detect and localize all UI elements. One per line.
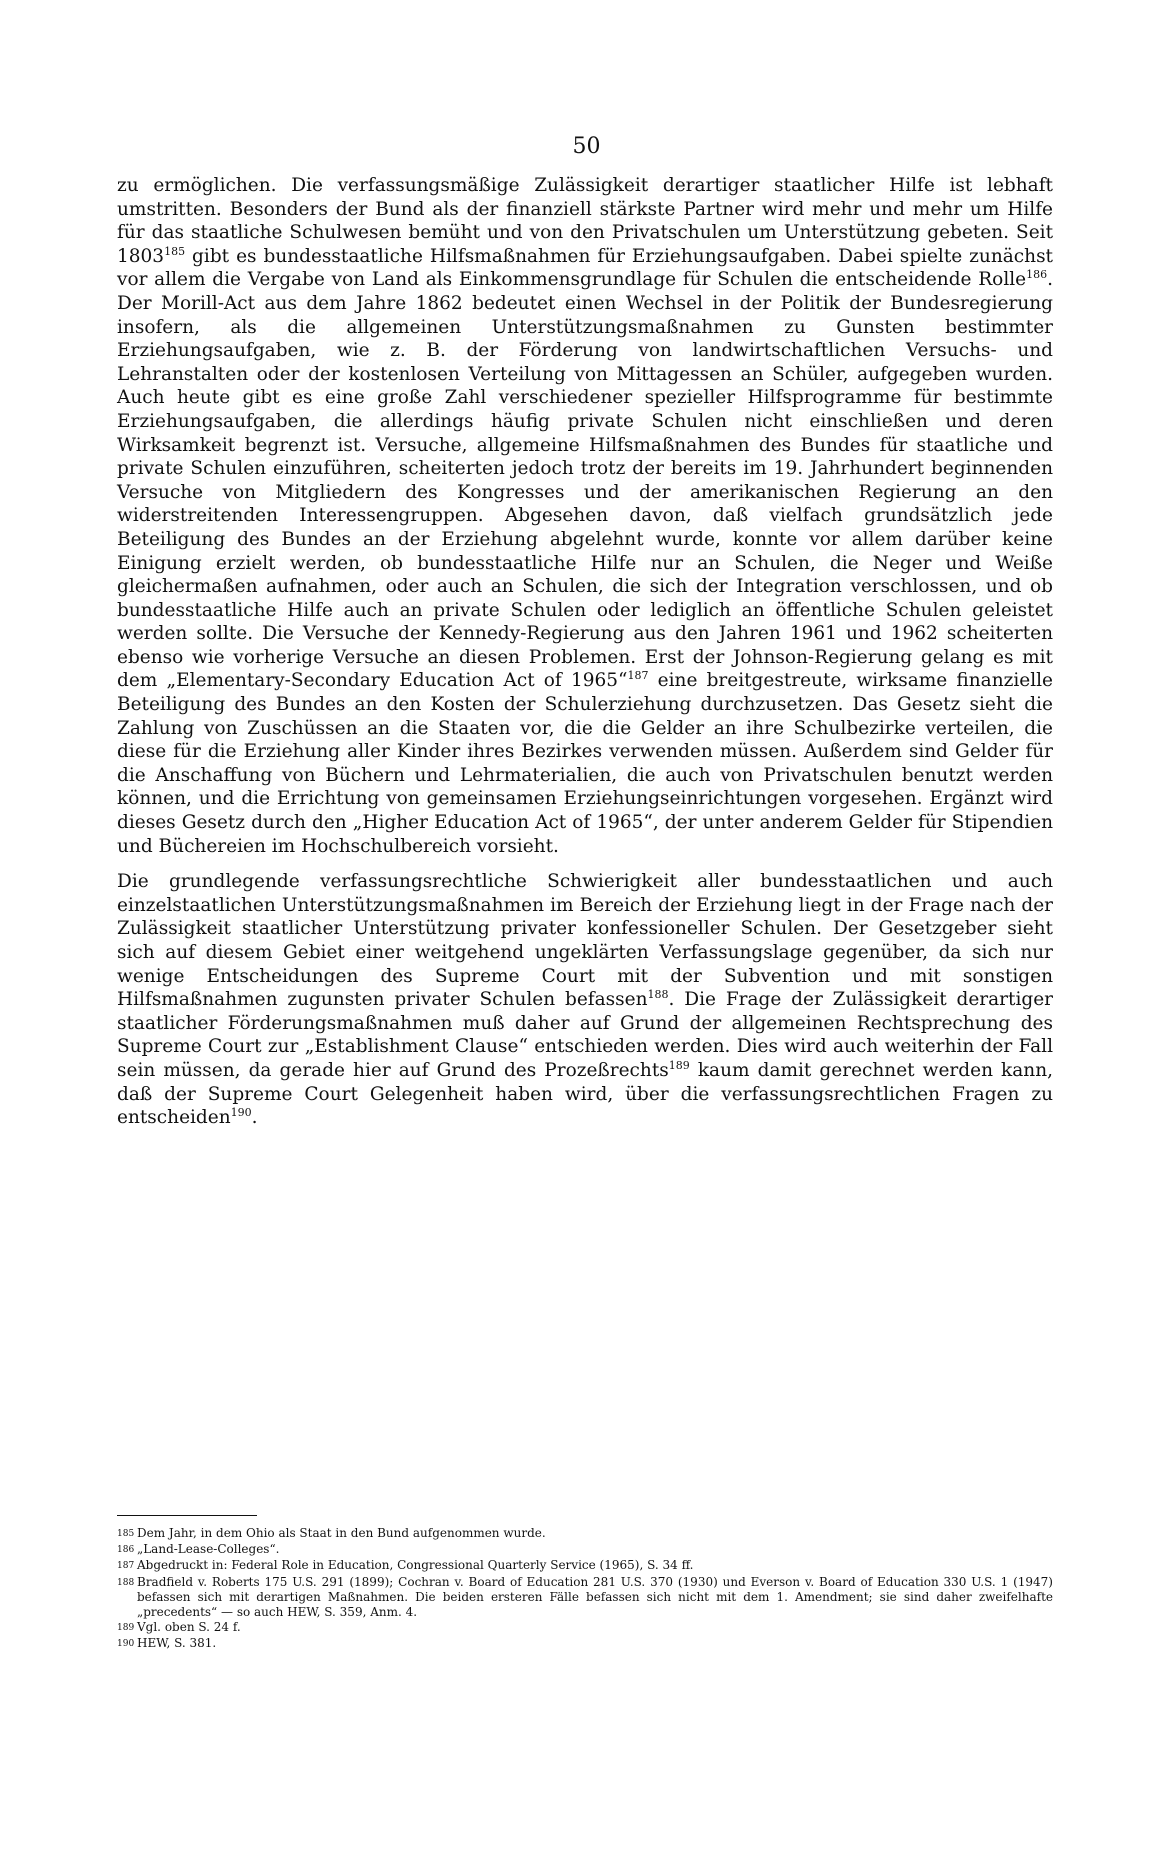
footnote bbox=[117, 1526, 1053, 1542]
text-run: gibt es bundesstaatliche Hilfsmaßnahmen für Erziehungsaufgaben. Dabei spielte zunächst vor allem die Vergabe von Land als Einkommensgrundlage für Schulen die entscheidende Rolle bbox=[117, 245, 1053, 291]
footnote-ref: 186 bbox=[1026, 268, 1048, 282]
footnote-text: Bradfield v. Roberts 175 U.S. 291 (1899); Cochran v. Board of Education 281 U.S. 370 (1930) und Everson v. Board of Education 330 U.S. 1 (1947) befassen sich mit derartigen Maßnahmen. Die beiden ersteren Fälle befassen sich nicht mit dem 1. Amendment; sie sind daher zweifelhafte „precedents“ — so auch HEW, S. 359, Anm. 4. bbox=[137, 1574, 1053, 1620]
footnote-number: 188 bbox=[117, 1577, 135, 1588]
footnote-number: 185 bbox=[117, 1529, 135, 1539]
text-run: kaum damit gerechnet werden kann, daß der Supreme Court Gelegenheit haben wird, über die verfassungsrechtlichen Fragen zu entscheiden bbox=[117, 1059, 1053, 1129]
footnote bbox=[117, 1575, 1053, 1621]
body-text bbox=[117, 174, 1053, 1140]
footnote-separator bbox=[117, 1515, 257, 1516]
text-run: Die grundlegende verfassungsrechtliche Schwierigkeit aller bundesstaatlichen und auch einzelstaatlichen Unterstützungsmaßnahmen im Bereich der Erziehung liegt in der Frage nach der Zulässigkeit staatlicher Unterstützung privater konfessioneller Schulen. Der Gesetzgeber sieht sich auf diesem Gebiet einer weitgehend ungeklärten Verfassungslage gegenüber, da sich nur wenige Entscheidungen des Supreme Court mit der Subvention und mit sonstigen Hilfsmaßnahmen zugunsten privater Schulen befassen bbox=[117, 871, 1053, 1011]
text-run: eine breitgestreute, wirksame finanzielle Beteiligung des Bundes an den Kosten der Schulerziehung durchzusetzen. Das Gesetz sieht die Zahlung von Zuschüssen an die Staaten vor, die die Gelder an ihre Schulbezirke verteilen, die diese für die Erziehung aller Kinder ihres Bezirkes verwenden müssen. Außerdem sind Gelder für die Anschaffung von Büchern und Lehrmaterialien, die auch von Privatschulen benutzt werden können, und die Errichtung von gemeinsamen Erziehungseinrichtungen vorgesehen. Ergänzt wird dieses Gesetz durch den „Higher Education Act of 1965“, der unter anderem Gelder für Stipendien und Büchereien im Hochschulbereich vorsieht. bbox=[117, 670, 1053, 857]
footnote-number: 190 bbox=[117, 1639, 135, 1650]
footnote-ref: 189 bbox=[668, 1058, 690, 1072]
footnote bbox=[117, 1558, 1053, 1574]
text-run: . bbox=[251, 1107, 258, 1129]
footnote bbox=[117, 1542, 1053, 1558]
footnote bbox=[117, 1620, 1053, 1636]
footnote-text: Vgl. oben S. 24 f. bbox=[137, 1620, 241, 1635]
footnote-text: „Land-Lease-Colleges“. bbox=[137, 1542, 280, 1557]
text-run: . Die Frage der Zulässigkeit derartiger staatlicher Förderungsmaßnahmen muß daher auf Grund der allgemeinen Rechtsprechung des Supreme Court zur „Establishment Clause“ entschieden werden. Dies wird auch weiterhin der Fall sein müssen, da gerade hier auf Grund des Prozeßrechts bbox=[117, 989, 1053, 1081]
page-number: 50 bbox=[572, 134, 601, 159]
text-run: zu ermöglichen. Die verfassungsmäßige Zulässigkeit derartiger staatlicher Hilfe ist lebhaft umstritten. Besonders der Bund als der finanziell stärkste Partner wird mehr und mehr um Hilfe für das staatliche Schulwesen bemüht und von den Privatschulen um Unterstützung gebeten. Seit 1803 bbox=[117, 175, 1053, 267]
footnote-ref: 187 bbox=[627, 669, 649, 683]
footnote-number: 189 bbox=[117, 1623, 135, 1634]
paragraph-1 bbox=[117, 174, 1053, 858]
text-run: . Der Morill-Act aus dem Jahre 1862 bedeutet einen Wechsel in der Politik der Bundesregierung insofern, als die allgemeinen Unterstützungsmaßnahmen zu Gunsten bestimmter Erziehungsaufgaben, wie z. B. der Förderung von landwirtschaftlichen Versuchs- und Lehranstalten oder der kostenlosen Verteilung von Mittagessen an Schüler, aufgegeben wurden. Auch heute gibt es eine große Zahl verschiedener spezieller Hilfsprogramme für bestimmte Erziehungsaufgaben, die allerdings häufig private Schulen nicht einschließen und deren Wirksamkeit begrenzt ist. Versuche, allgemeine Hilfsmaßnahmen des Bundes für staatliche und private Schulen einzuführen, scheiterten jedoch trotz der bereits im 19. Jahrhundert beginnenden Versuche von Mitgliedern des Kongresses und der amerikanischen Regierung an den widerstreitenden Interessengruppen. Abgesehen davon, daß vielfach grundsätzlich jede Beteiligung des Bundes an der Erziehung abgelehnt wurde, konnte vor allem darüber keine Einigung erzielt werden, ob bundesstaatliche Hilfe nur an Schulen, die Neger und Weiße gleichermaßen aufnahmen, oder auch an Schulen, die sich der Integration verschlossen, und ob bundesstaatliche Hilfe auch an private Schulen oder lediglich an öffentliche Schulen geleistet werden sollte. Die Versuche der Kennedy-Regierung aus den Jahren 1961 und 1962 scheiterten ebenso wie vorherige Versuche an diesen Problemen. Erst der Johnson-Regierung gelang es mit dem „Elementary-Secondary Education Act of 1965“ bbox=[117, 269, 1053, 692]
footnote-text: HEW, S. 381. bbox=[137, 1636, 217, 1651]
footnote-ref: 188 bbox=[647, 988, 669, 1002]
footnote-text: Dem Jahr, in dem Ohio als Staat in den Bund aufgenommen wurde. bbox=[137, 1526, 546, 1540]
footnote-text: Abgedruckt in: Federal Role in Education, Congressional Quarterly Service (1965), S. 34 ff. bbox=[137, 1558, 694, 1573]
footnote-ref: 190 bbox=[230, 1106, 252, 1119]
footnote-ref: 185 bbox=[164, 244, 186, 258]
footnote-number: 187 bbox=[117, 1561, 135, 1572]
footnotes bbox=[117, 1526, 1053, 1653]
footnote bbox=[117, 1636, 1053, 1652]
paragraph-2 bbox=[117, 870, 1053, 1130]
footnote-number: 186 bbox=[117, 1545, 135, 1556]
